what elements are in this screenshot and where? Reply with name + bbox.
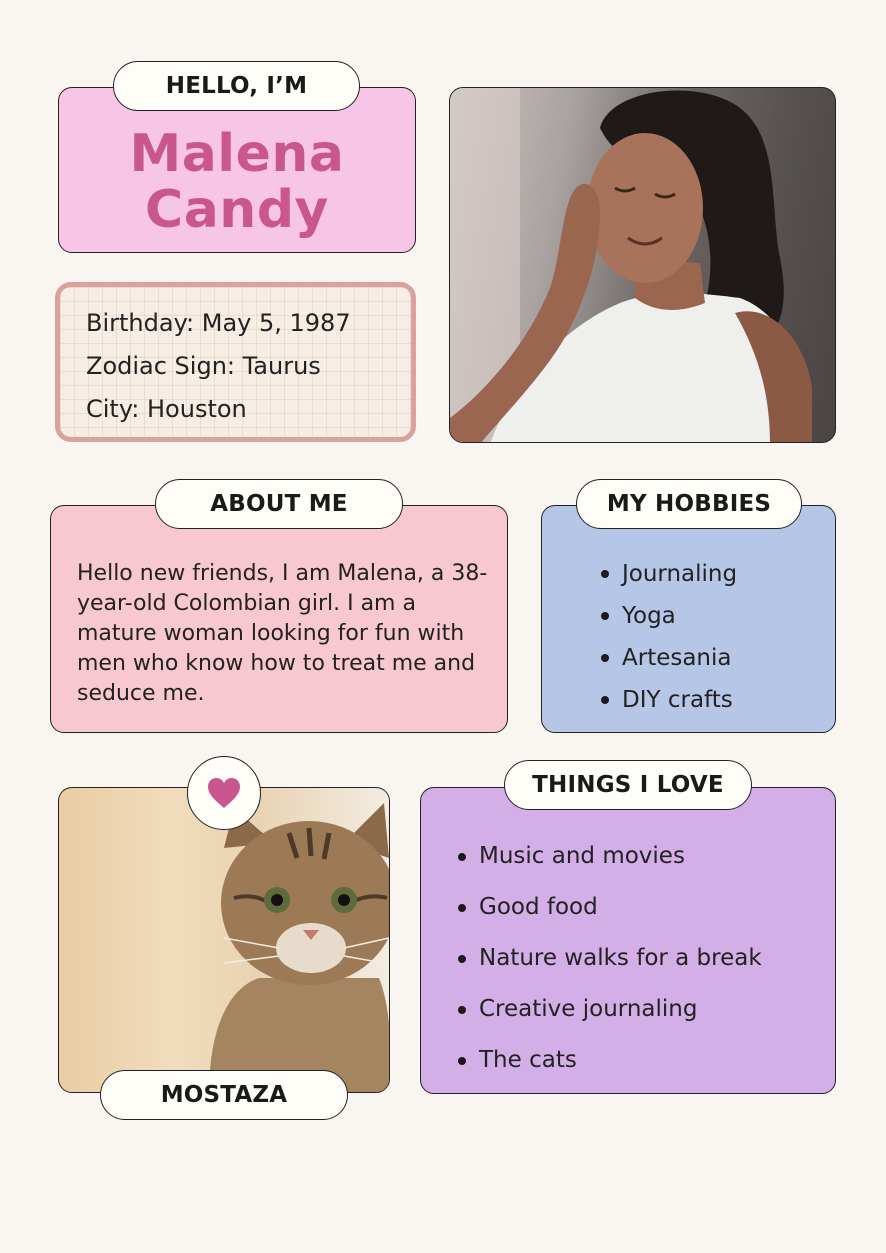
last-name: Candy	[145, 180, 329, 240]
pet-name: MOSTAZA	[100, 1070, 348, 1120]
list-item: Yoga	[598, 595, 737, 637]
list-item: Good food	[455, 882, 762, 933]
about-text: Hello new friends, I am Malena, a 38-year-old Colombian girl. I am a mature woman looking for fun with men who know how to treat me and seduce me.	[77, 561, 488, 706]
pet-badge	[187, 756, 261, 830]
hobbies-card	[541, 505, 836, 733]
list-item: Music and movies	[455, 831, 762, 882]
cat-illustration	[59, 788, 390, 1093]
profile-name	[59, 126, 415, 238]
first-name: Malena	[129, 124, 345, 184]
list-item: Nature walks for a break	[455, 933, 762, 984]
birthday-text: Birthday: May 5, 1987	[86, 309, 351, 337]
hobbies-heading: MY HOBBIES	[576, 479, 802, 529]
list-item: Artesania	[598, 637, 737, 679]
pet-photo	[58, 787, 390, 1093]
about-heading: ABOUT ME	[155, 479, 403, 529]
portrait-illustration	[450, 88, 836, 443]
hello-label: HELLO, I’M	[113, 61, 360, 111]
list-item: The cats	[455, 1035, 762, 1086]
profile-photo	[449, 87, 836, 443]
details-card	[55, 282, 416, 442]
loves-list	[455, 831, 762, 1086]
loves-card	[420, 787, 836, 1094]
hobbies-list	[598, 553, 737, 721]
list-item: Creative journaling	[455, 984, 762, 1035]
city-text: City: Houston	[86, 395, 247, 423]
heart-icon	[206, 777, 242, 809]
name-card	[58, 87, 416, 253]
list-item: DIY crafts	[598, 679, 737, 721]
about-card	[50, 505, 508, 733]
zodiac-text: Zodiac Sign: Taurus	[86, 352, 321, 380]
loves-heading: THINGS I LOVE	[504, 760, 752, 810]
list-item: Journaling	[598, 553, 737, 595]
